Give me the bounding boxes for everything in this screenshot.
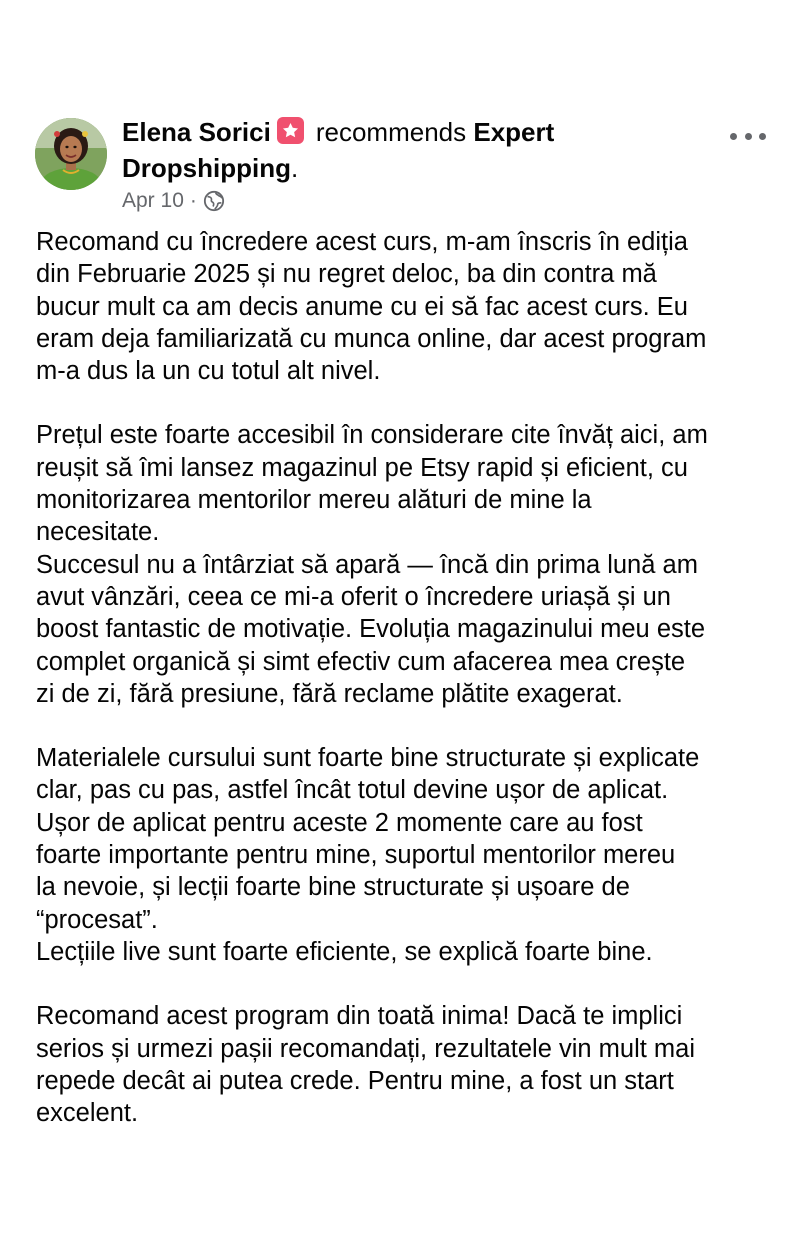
paragraph-1: Recomand cu încredere acest curs, m-am înscris în ediția din Februarie 2025 și nu regret deloc, ba din contra mă bucur mult ca am decis anume cu ei să fac acest curs. Eu eram deja familiarizată cu munca online, dar acest program m-a dus la un cu totul alt nivel. [36, 228, 707, 386]
recommends-text: recommends [315, 117, 467, 147]
avatar-photo [35, 118, 107, 190]
paragraph-gap [36, 387, 776, 419]
post-body [36, 226, 776, 1129]
paragraph-4: Materialele cursului sunt foarte bine structurate și explicate clar, pas cu pas, astfel încât totul devine ușor de aplicat. Ușor de aplicat pentru aceste 2 momente care au fost foarte importante pentru mine, suportul mentorilor mereu la nevoie, și lecții foarte bine structurate și ușoare de “procesat”. [36, 744, 700, 934]
more-dot [745, 133, 752, 140]
paragraph-5: Lecțiile live sunt foarte eficiente, se explică foarte bine. [36, 937, 653, 966]
paragraph-gap [36, 968, 776, 1000]
paragraph-3: Succesul nu a întârziat să apară — încă din prima lună am avut vânzări, ceea ce mi-a oferit o încredere uriașă și un boost fantastic de motivație. Evoluția magazinului meu este complet organică și simt efectiv cum afacerea mea crește zi de zi, fără presiune, fără reclame plătite exagerat. [36, 550, 706, 708]
more-options-icon[interactable] [730, 126, 766, 146]
meta-separator: · [189, 189, 197, 212]
more-dot [730, 133, 737, 140]
post-header [122, 114, 682, 186]
author-name[interactable]: Elena Sorici [122, 117, 271, 147]
globe-icon[interactable] [203, 190, 225, 212]
paragraph-gap [36, 710, 776, 742]
page-name-link[interactable]: Expert Dropshipping [122, 117, 555, 183]
recommendation-star-icon [277, 117, 304, 144]
page-suffix: . [290, 153, 299, 183]
paragraph-6: Recomand acest program din toată inima! Dacă te implici serios și urmezi pașii recomandați, rezultatele vin mult mai repede decât ai putea crede. Pentru mine, a fost un start excelent. [36, 1002, 695, 1128]
paragraph-2: Prețul este foarte accesibil în considerare cite învăț aici, am reușit să îmi lansez magazinul pe Etsy rapid și eficient, cu monitorizarea mentorilor mereu alături de mine la necesitate. [36, 421, 708, 547]
post-meta [122, 186, 225, 216]
more-dot [759, 133, 766, 140]
avatar[interactable] [35, 118, 107, 190]
post-date[interactable]: Apr 10 [122, 189, 184, 212]
